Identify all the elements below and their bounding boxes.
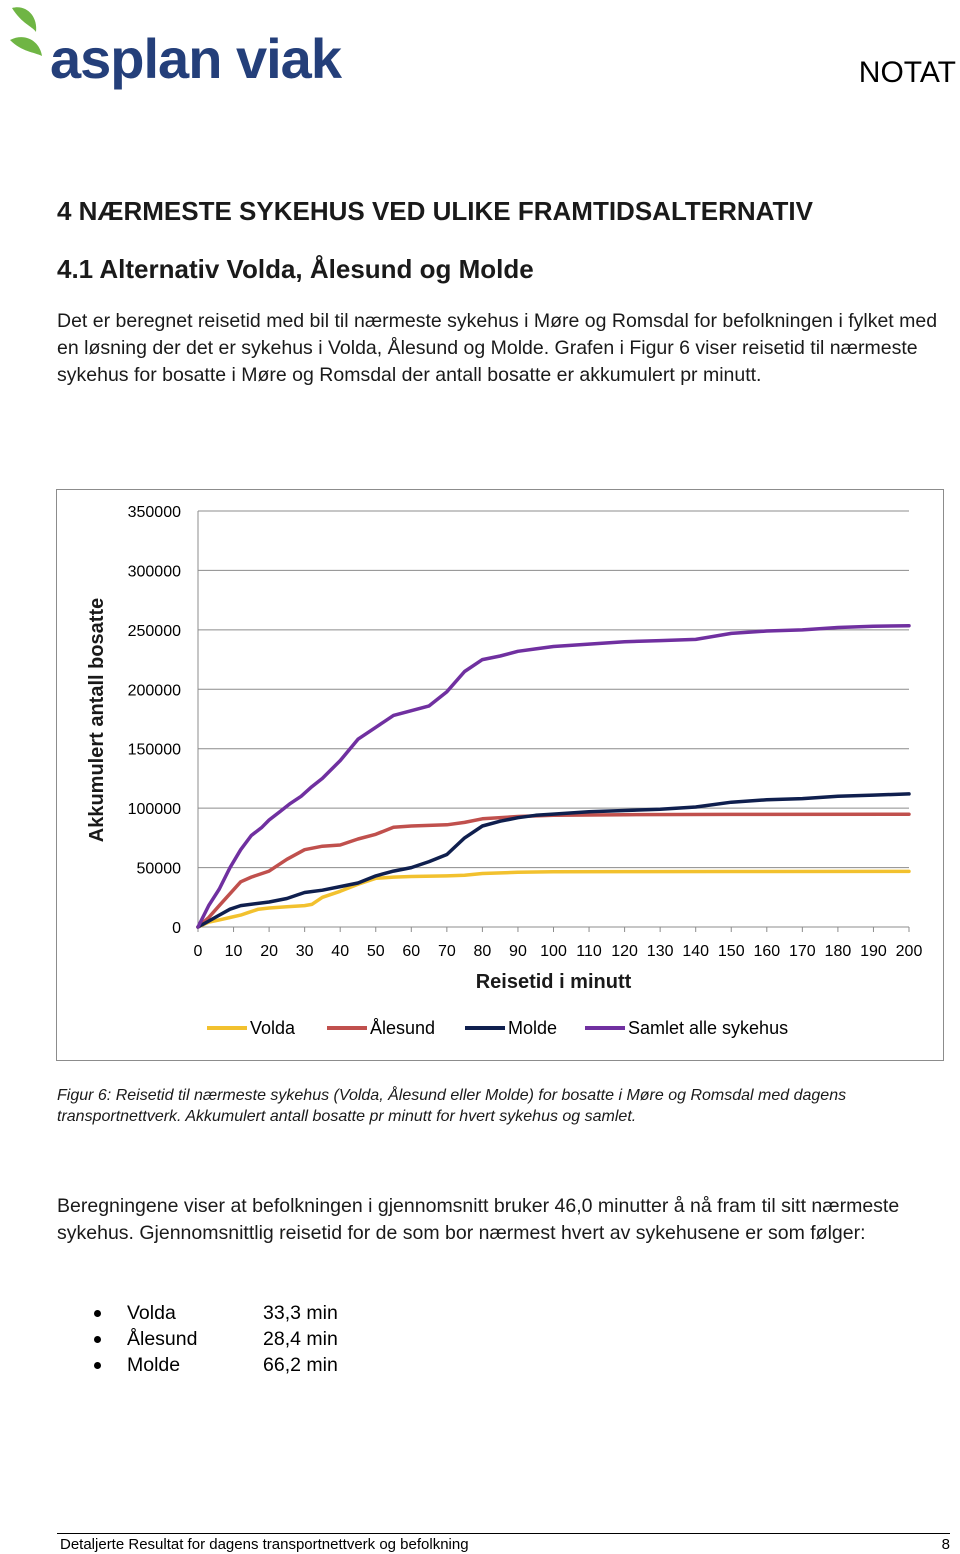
x-tick-label: 130	[646, 943, 674, 960]
y-tick-label: 300000	[127, 563, 181, 581]
y-tick-label: 100000	[127, 801, 181, 819]
company-logo	[4, 2, 341, 94]
x-tick-label: 180	[824, 943, 852, 960]
x-tick-label: 150	[717, 943, 745, 960]
chart-container	[56, 489, 944, 1061]
x-tick-label: 0	[193, 943, 203, 960]
x-tick-label: 170	[788, 943, 816, 960]
y-tick-label: 350000	[127, 504, 181, 521]
legend-label: Ålesund	[370, 1018, 436, 1038]
section-heading: 4 NÆRMESTE SYKEHUS VED ULIKE FRAMTIDSALTERNATIV	[57, 196, 813, 226]
x-tick-label: 70	[437, 943, 456, 960]
x-tick-label: 30	[295, 943, 314, 960]
x-tick-label: 50	[366, 943, 385, 960]
series-line-volda	[198, 871, 909, 927]
bullet-icon	[94, 1336, 101, 1343]
hospital-time: 33,3 min	[263, 1302, 338, 1324]
logo-wordmark: asplan viak	[50, 27, 341, 90]
x-tick-label: 60	[402, 943, 421, 960]
y-tick-label: 50000	[136, 860, 181, 878]
footer-title: Detaljerte Resultat for dagens transportnettverk og befolkning	[60, 1536, 469, 1553]
y-tick-label: 0	[172, 920, 181, 937]
x-tick-label: 80	[473, 943, 492, 960]
x-tick-label: 120	[611, 943, 638, 960]
legend-label: Molde	[508, 1018, 558, 1038]
subsection-heading: 4.1 Alternativ Volda, Ålesund og Molde	[57, 254, 534, 284]
x-tick-label: 90	[509, 943, 527, 960]
y-tick-label: 250000	[127, 622, 181, 640]
bullet-icon	[94, 1362, 101, 1369]
x-tick-label: 160	[753, 943, 781, 960]
x-tick-label: 110	[576, 943, 602, 960]
footer-divider	[57, 1533, 950, 1534]
legend-label: Volda	[250, 1018, 296, 1038]
hospital-name: Ålesund	[127, 1328, 198, 1350]
hospital-time: 66,2 min	[263, 1354, 338, 1376]
legend-label: Samlet alle sykehus	[628, 1018, 789, 1038]
line-chart	[57, 490, 945, 1062]
x-tick-label: 140	[682, 943, 710, 960]
intro-paragraph: Det er beregnet reisetid med bil til nærmeste sykehus i Møre og Romsdal for befolkningen i fylket med en løsning der det er sykehus i Volda, Ålesund og Molde. Grafen i Figur 6 viser reisetid til nærmeste sykehus for bosatte i Møre og Romsdal der antall bosatte er akkumulert pr minutt.	[57, 310, 938, 386]
results-paragraph: Beregningene viser at befolkningen i gjennomsnitt bruker 46,0 minutter å nå fram til sitt nærmeste sykehus. Gjennomsnittlig reisetid for de som bor nærmest hvert av sykehusene er som følger:	[57, 1195, 900, 1244]
x-tick-label: 200	[895, 943, 923, 960]
y-tick-label: 150000	[127, 741, 181, 759]
hospital-name: Volda	[127, 1302, 176, 1324]
hospital-time: 28,4 min	[263, 1328, 338, 1350]
page-number: 8	[941, 1536, 950, 1553]
hospital-name: Molde	[127, 1354, 181, 1376]
x-tick-label: 190	[860, 943, 887, 960]
x-tick-label: 40	[331, 943, 350, 960]
x-axis-title: Reisetid i minutt	[475, 971, 632, 993]
figure-caption: Figur 6: Reisetid til nærmeste sykehus (Volda, Ålesund eller Molde) for bosatte i Møre og Romsdal med dagens transportnettverk. Akkumulert antall bosatte pr minutt for hvert sykehus og samlet.	[57, 1087, 847, 1125]
x-tick-label: 10	[224, 943, 243, 960]
series-line-samlet-alle-sykehus	[198, 626, 909, 927]
x-tick-label: 100	[540, 943, 567, 960]
bullet-icon	[94, 1310, 101, 1317]
y-axis-title: Akkumulert antall bosatte	[86, 597, 108, 843]
y-tick-label: 200000	[127, 682, 181, 700]
x-tick-label: 20	[260, 943, 278, 960]
document-type-label: NOTAT	[858, 56, 956, 89]
